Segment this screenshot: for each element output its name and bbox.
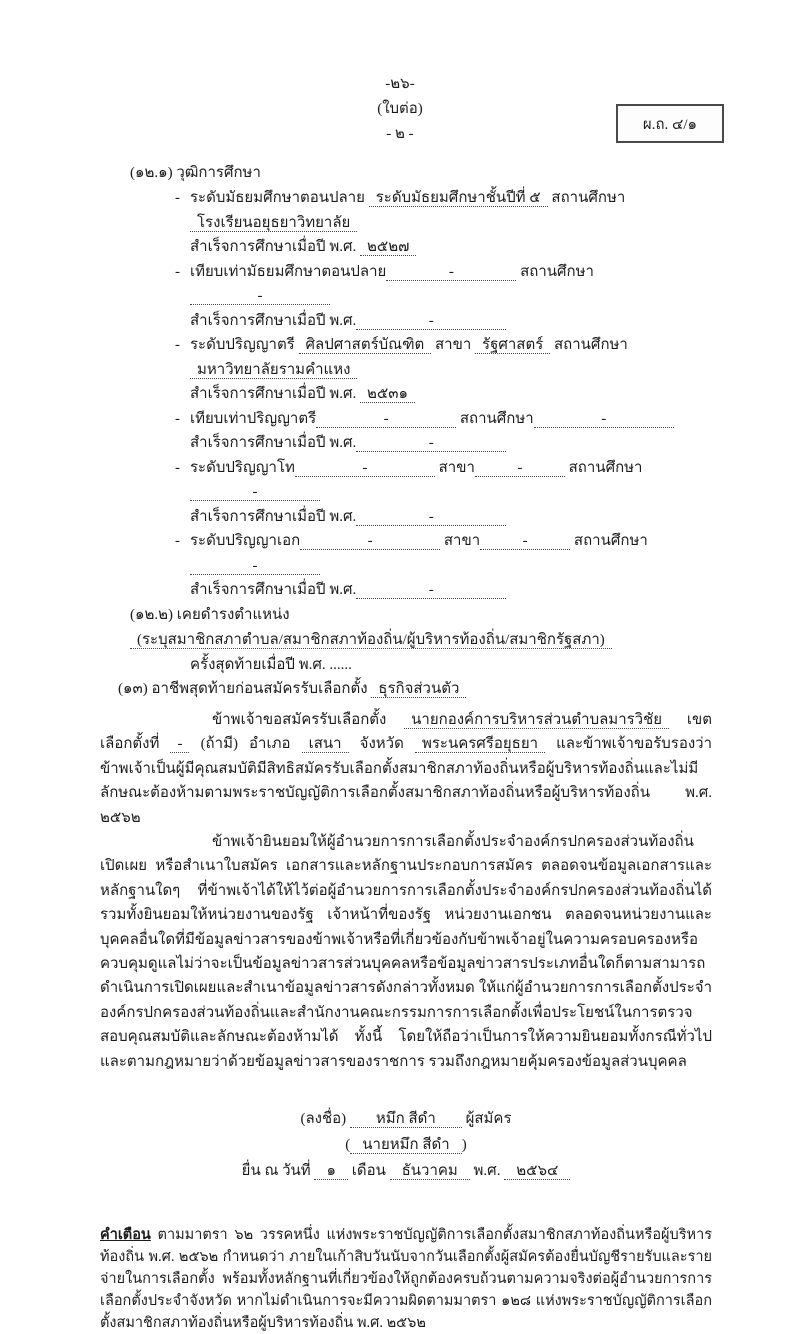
occupation-label: อาชีพสุดท้ายก่อนสมัครรับเลือกตั้ง xyxy=(151,681,368,697)
school-label: สถานศึกษา xyxy=(551,190,626,206)
section-former-position xyxy=(130,603,712,653)
major-value: - xyxy=(480,534,570,550)
section-number: (๑๓) xyxy=(118,681,148,697)
form-code: ผ.ถ. ๔/๑ xyxy=(642,116,698,133)
edu-line-year xyxy=(190,431,712,456)
warning-text: ตามมาตรา ๖๒ วรรคหนึ่ง แห่งพระราชบัญญัติการเลือกตั้งสมาชิกสภาท้องถิ่นหรือผู้บริหารท้องถิ่น พ.ศ. ๒๕๖๒ กำหนดว่า ภายในเก้าสิบวันนับจากวันเลือกตั้งผู้สมัครต้องยื่นบัญชีรายรับและรายจ่ายในการเลือกตั้ง พร้อมทั้งหลักฐานที่เกี่ยวข้องให้ถูกต้องครบถ้วนตามความจริงต่อผู้อำนวยการการเลือกตั้งประจำจังหวัด หากไม่ดำเนินการจะมีความผิดตามมาตรา ๑๒๘ แห่งพระราชบัญญัติการเลือกตั้งสมาชิกสภาท้องถิ่นหรือผู้บริหารท้องถิ่น พ.ศ. ๒๕๖๒ xyxy=(100,1227,712,1332)
year-label: พ.ศ. xyxy=(473,1163,501,1180)
district-value: - xyxy=(170,736,189,753)
edu-level-label: ระดับมัธยมศึกษาตอนปลาย xyxy=(190,190,365,206)
school-label: สถานศึกษา xyxy=(568,459,643,476)
education-row xyxy=(100,529,712,603)
signature-value: หมึก สีดำ xyxy=(350,1111,462,1128)
section-number: (๑๒.๑) xyxy=(130,165,173,181)
position-applied-value: นายกองค์การบริหารส่วนตำบลมารวิชัย xyxy=(404,712,669,729)
school-value: - xyxy=(534,412,674,428)
district-label: เขตเลือกตั้งที่ xyxy=(100,712,713,753)
form-code-box xyxy=(616,104,724,143)
paren-open: ( xyxy=(345,1137,351,1154)
edu-line xyxy=(190,333,712,382)
paren-close: ) xyxy=(461,1137,467,1154)
school-value: - xyxy=(190,559,320,575)
school-label: สถานศึกษา xyxy=(520,263,594,280)
school-label: สถานศึกษา xyxy=(459,410,534,427)
education-row xyxy=(100,407,712,456)
former-position-hint: (ระบุสมาชิกสภาตำบล/สมาชิกสภาท้องถิ่น/ผู้บริหารท้องถิ่น/สมาชิกรัฐสภา) xyxy=(130,632,612,649)
bullet-dash: - xyxy=(175,410,180,427)
graduated-year-value: - xyxy=(356,436,506,452)
edu-level-value: - xyxy=(386,265,516,281)
edu-line-year xyxy=(190,505,712,530)
last-time-label: ครั้งสุดท้ายเมื่อปี พ.ศ. ...... xyxy=(190,656,352,673)
signature-block xyxy=(100,1106,712,1184)
signature-name-value: นายหมึก สีดำ xyxy=(350,1137,461,1154)
graduated-year-value: - xyxy=(356,510,506,526)
major-value: รัฐศาสตร์ xyxy=(475,337,550,354)
continuation-label: (ใบต่อ) xyxy=(377,101,423,117)
page-number: - ๒ - xyxy=(386,126,414,142)
edu-level-value: ศิลปศาสตร์บัณฑิต xyxy=(299,337,432,354)
school-value: โรงเรียนอยุธยาวิทยาลัย xyxy=(190,215,357,232)
warning-paragraph xyxy=(100,1224,712,1334)
edu-level-value: - xyxy=(295,461,435,477)
district-suffix: (ถ้ามี) xyxy=(200,736,238,753)
school-value: - xyxy=(190,289,330,305)
section-title: วุฒิการศึกษา xyxy=(176,165,261,181)
warning-label: คำเตือน xyxy=(100,1227,151,1244)
certify-text: และข้าพเจ้าขอรับรองว่า ข้าพเจ้าเป็นผู้มีคุณสมบัติมีสิทธิสมัครรับเลือกตั้งสมาชิกสภาท้องถิ่นหรือผู้บริหารท้องถิ่นและไม่มีลักษณะต้องห้ามตามพระราชบัญญัติการเลือกตั้งสมาชิกสภาท้องถิ่นหรือผู้บริหารท้องถิ่น พ.ศ. ๒๕๖๒ xyxy=(100,736,713,826)
graduated-label: สำเร็จการศึกษาเมื่อปี พ.ศ. xyxy=(190,582,357,598)
amphoe-label: อำเภอ xyxy=(249,736,291,753)
section-education-heading xyxy=(130,161,712,186)
school-value: มหาวิทยาลัยรามคำแหง xyxy=(190,362,357,379)
bullet-dash: - xyxy=(175,337,180,353)
school-value: - xyxy=(190,485,320,501)
major-value: - xyxy=(475,461,565,477)
edu-level-value: - xyxy=(316,412,456,428)
school-label: สถานศึกษา xyxy=(554,337,628,353)
graduated-label: สำเร็จการศึกษาเมื่อปี พ.ศ. xyxy=(190,435,357,451)
bullet-dash: - xyxy=(175,190,180,206)
edu-line xyxy=(190,529,712,578)
major-label: สาขา xyxy=(443,533,481,549)
province-label: จังหวัด xyxy=(359,736,404,753)
edu-level-label: ระดับปริญญาโท xyxy=(190,459,295,476)
edu-line xyxy=(190,186,712,235)
date-day-value: ๑ xyxy=(314,1163,348,1180)
form-content xyxy=(0,147,800,1334)
bullet-dash: - xyxy=(175,263,180,280)
declaration-paragraph xyxy=(100,708,712,830)
bullet-dash: - xyxy=(175,459,180,476)
major-label: สาขา xyxy=(435,337,472,353)
sign-label: (ลงชื่อ) xyxy=(300,1111,347,1128)
former-position-last-time xyxy=(100,653,712,678)
graduated-label: สำเร็จการศึกษาเมื่อปี พ.ศ. xyxy=(190,508,357,525)
education-row xyxy=(100,333,712,407)
submission-date-line xyxy=(100,1158,712,1184)
edu-line xyxy=(190,260,712,309)
education-row xyxy=(100,186,712,260)
year-value: ๒๕๖๔ xyxy=(504,1163,570,1180)
edu-level-label: เทียบเท่ามัธยมศึกษาตอนปลาย xyxy=(190,263,387,280)
graduated-label: สำเร็จการศึกษาเมื่อปี พ.ศ. xyxy=(190,386,357,402)
edu-level-label: ระดับปริญญาเอก xyxy=(190,533,301,549)
major-label: สาขา xyxy=(438,459,475,476)
amphoe-value: เสนา xyxy=(302,736,349,753)
edu-level-label: ระดับปริญญาตรี xyxy=(190,337,295,353)
edu-line-year xyxy=(190,235,712,260)
date-label: ยื่น ณ วันที่ xyxy=(241,1163,311,1180)
consent-paragraph: ข้าพเจ้ายินยอมให้ผู้อำนวยการการเลือกตั้งประจำองค์กรปกครองส่วนท้องถิ่นเปิดเผย หรือสำเนาใบสมัคร เอกสารและหลักฐานประกอบการสมัคร ตลอดจนข้อมูลเอกสารและหลักฐานใดๆ ที่ข้าพเจ้าได้ให้ไว้ต่อผู้อำนวยการการเลือกตั้งประจำองค์กรปกครองส่วนท้องถิ่นได้ รวมทั้งยินยอมให้หน่วยงานของรัฐ เจ้าหน้าที่ของรัฐ หน่วยงานเอกชน ตลอดจนหน่วยงานและบุคคลอื่นใดที่มีข้อมูลข่าวสารของข้าพเจ้าหรือที่เกี่ยวข้องกับข้าพเจ้าอยู่ในความครอบครองหรือควบคุมดูแลไม่ว่าจะเป็นข้อมูลข่าวสารส่วนบุคคลหรือข้อมูลข่าวสารประเภทอื่นใดก็ตามสามารถดำเนินการเปิดเผยและสำเนาข้อมูลข่าวสารดังกล่าวทั้งหมด ให้แก่ผู้อำนวยการการเลือกตั้งประจำองค์กรปกครองส่วนท้องถิ่นและสำนักงานคณะกรรมการการเลือกตั้งเพื่อประโยชน์ในการตรวจสอบคุณสมบัติและลักษณะต้องห้ามได้ ทั้งนี้ โดยให้ถือว่าเป็นการให้ความยินยอมทั้งกรณีทั่วไป และตามกฎหมายว่าด้วยข้อมูลข่าวสารของราชการ รวมถึงกฎหมายคุ้มครองข้อมูลส่วนบุคคล xyxy=(100,834,712,1070)
edu-line-year xyxy=(190,382,712,407)
graduated-year-value: - xyxy=(356,583,506,599)
sign-suffix: ผู้สมัคร xyxy=(465,1111,512,1128)
former-position-label: เคยดำรงตำแหน่ง xyxy=(176,606,290,623)
graduated-label: สำเร็จการศึกษาเมื่อปี พ.ศ. xyxy=(190,239,357,255)
signature-name-line xyxy=(100,1132,712,1158)
edu-line xyxy=(190,407,712,432)
graduated-year-value: ๒๕๓๑ xyxy=(360,386,415,403)
declaration-intro: ข้าพเจ้าขอสมัครรับเลือกตั้ง xyxy=(212,712,387,728)
edu-level-value: - xyxy=(300,534,440,550)
month-label: เดือน xyxy=(351,1163,386,1180)
month-value: ธันวาคม xyxy=(390,1163,470,1180)
province-value: พระนครศรีอยุธยา xyxy=(415,736,545,753)
section-occupation xyxy=(118,677,712,702)
edu-line xyxy=(190,456,712,505)
school-label: สถานศึกษา xyxy=(573,533,648,549)
edu-level-label: เทียบเท่าปริญญาตรี xyxy=(190,410,317,427)
signature-line xyxy=(100,1106,712,1132)
education-row xyxy=(100,260,712,334)
edu-line-year xyxy=(190,309,712,334)
graduated-year-value: - xyxy=(356,314,506,330)
bullet-dash: - xyxy=(175,533,180,549)
graduated-year-value: ๒๕๒๗ xyxy=(360,239,416,256)
occupation-value: ธุรกิจส่วนตัว xyxy=(371,681,466,698)
section-number: (๑๒.๒) xyxy=(130,606,174,623)
edu-level-value: ระดับมัธยมศึกษาชั้นปีที่ ๕ xyxy=(369,190,548,207)
graduated-label: สำเร็จการศึกษาเมื่อปี พ.ศ. xyxy=(190,312,357,329)
page-marker: -๒๖- xyxy=(385,76,415,92)
education-row xyxy=(100,456,712,530)
edu-line-year xyxy=(190,578,712,603)
